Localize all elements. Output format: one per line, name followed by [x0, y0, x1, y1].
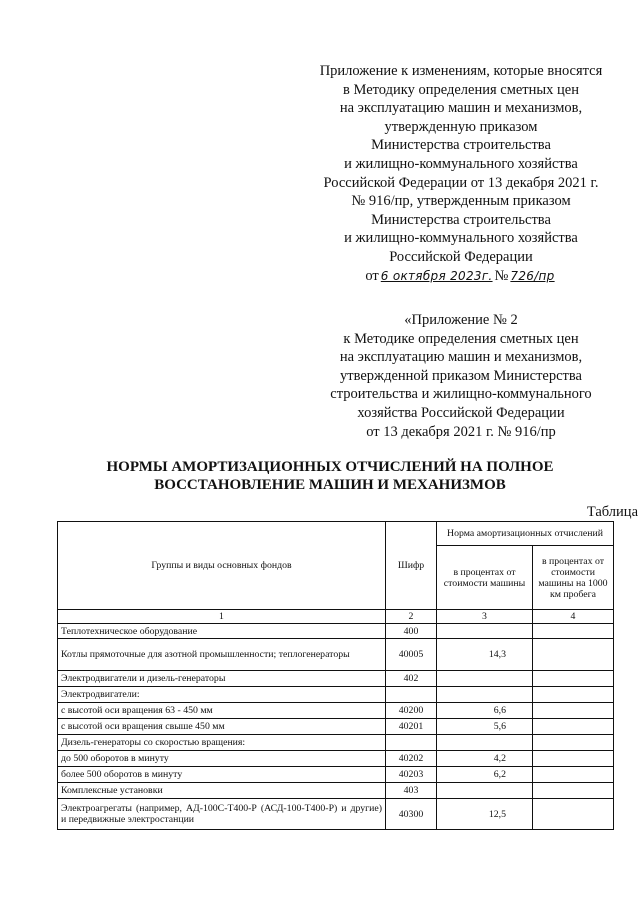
row-percent-per-1000km	[533, 671, 614, 687]
row-percent-cost	[437, 624, 533, 639]
row-code: 403	[386, 783, 437, 799]
table-row	[58, 767, 614, 783]
appendix-note-line: Российской Федерации от 13 декабря 2021 г.	[323, 174, 599, 191]
column-number: 2	[386, 610, 437, 624]
row-percent-per-1000km	[533, 719, 614, 735]
document-title-line-2: ВОССТАНОВЛЕНИЕ МАШИН И МЕХАНИЗМОВ	[154, 477, 506, 493]
row-code: 400	[386, 624, 437, 639]
header-percent-per-1000km: в процентах от стоимости машины на 1000 км пробега	[533, 546, 614, 610]
table-row	[58, 799, 614, 830]
row-name: Теплотехническое оборудование	[58, 624, 386, 639]
table-label: Таблица	[586, 504, 638, 520]
row-name: Котлы прямоточные для азотной промышленности; теплогенераторы	[58, 639, 386, 671]
row-name: Электроагрегаты (например, АД-100С-Т400-Р (АСД-100-Т400-Р) и другие) и передвижные электростанции	[58, 799, 386, 830]
row-name: с высотой оси вращения свыше 450 мм	[58, 719, 386, 735]
document-title	[60, 458, 600, 494]
appendix-2-line: «Приложение № 2	[404, 312, 518, 328]
appendix-note-line: утвержденную приказом	[384, 118, 538, 135]
row-name: Электродвигатели и дизель-генераторы	[58, 671, 386, 687]
row-code: 40201	[386, 719, 437, 735]
row-percent-cost: 14,3	[437, 639, 533, 671]
row-percent-per-1000km	[533, 703, 614, 719]
row-code: 402	[386, 671, 437, 687]
appendix-2-header	[300, 311, 622, 441]
row-percent-cost: 12,5	[437, 799, 533, 830]
table-row	[58, 735, 614, 751]
header-groups: Группы и виды основных фондов	[58, 522, 386, 610]
appendix-note-line: на эксплуатацию машин и механизмов,	[339, 100, 583, 117]
row-name: с высотой оси вращения 63 - 450 мм	[58, 703, 386, 719]
row-percent-cost	[437, 687, 533, 703]
row-percent-per-1000km	[533, 687, 614, 703]
depreciation-norms-table	[57, 521, 614, 830]
appendix-2-line: хозяйства Российской Федерации	[357, 404, 565, 421]
document-title-line-1: НОРМЫ АМОРТИЗАЦИОННЫХ ОТЧИСЛЕНИЙ НА ПОЛНОЕ	[106, 459, 554, 475]
row-code	[386, 687, 437, 703]
table-row	[58, 639, 614, 671]
row-percent-per-1000km	[533, 783, 614, 799]
row-name: Комплексные установки	[58, 783, 386, 799]
appendix-note	[300, 62, 622, 285]
row-code: 40200	[386, 703, 437, 719]
row-percent-per-1000km	[533, 624, 614, 639]
appendix-note-line: № 916/пр, утвержденным приказом	[351, 193, 571, 210]
row-percent-per-1000km	[533, 639, 614, 671]
row-percent-per-1000km	[533, 799, 614, 830]
row-percent-cost	[437, 671, 533, 687]
row-code	[386, 735, 437, 751]
appendix-2-line: к Методике определения сметных цен	[343, 330, 579, 347]
column-number: 4	[533, 610, 614, 624]
appendix-note-line: Министерства строительства	[371, 137, 551, 154]
header-percent-cost: в процентах от стоимости машины	[437, 546, 533, 610]
order-date-handwritten: 6 октября 2023г.	[380, 268, 493, 283]
row-percent-per-1000km	[533, 751, 614, 767]
table-row	[58, 719, 614, 735]
header-norm: Норма амортизационных отчислений	[437, 522, 614, 546]
table-row	[58, 703, 614, 719]
row-percent-cost	[437, 735, 533, 751]
row-name: Электродвигатели:	[58, 687, 386, 703]
table-row	[58, 783, 614, 799]
table-row	[58, 671, 614, 687]
appendix-2-line: от 13 декабря 2021 г. № 916/пр	[366, 423, 556, 440]
order-number-sign: №	[494, 267, 509, 284]
appendix-2-line: утвержденной приказом Министерства	[340, 367, 582, 384]
column-number: 1	[58, 610, 386, 624]
table-row	[58, 751, 614, 767]
row-code: 40300	[386, 799, 437, 830]
row-percent-per-1000km	[533, 767, 614, 783]
row-name: более 500 оборотов в минуту	[58, 767, 386, 783]
row-percent-cost: 5,6	[437, 719, 533, 735]
appendix-note-line: и жилищно-коммунального хозяйства	[344, 155, 578, 172]
row-name: Дизель-генераторы со скоростью вращения:	[58, 735, 386, 751]
appendix-note-line: Российской Федерации	[389, 248, 533, 265]
appendix-note-line: Министерства строительства	[371, 211, 551, 228]
order-number-handwritten: 726/пр	[510, 268, 555, 283]
row-name: до 500 оборотов в минуту	[58, 751, 386, 767]
order-prefix: от	[365, 267, 379, 284]
row-percent-cost	[437, 783, 533, 799]
row-code: 40203	[386, 767, 437, 783]
table-row	[58, 624, 614, 639]
header-code: Шифр	[386, 522, 437, 610]
appendix-note-line: в Методику определения сметных цен	[343, 81, 579, 98]
row-code: 40005	[386, 639, 437, 671]
table-row	[58, 687, 614, 703]
order-reference	[300, 267, 622, 286]
appendix-2-line: на эксплуатацию машин и механизмов,	[339, 349, 583, 366]
row-percent-cost: 4,2	[437, 751, 533, 767]
appendix-note-line: Приложение к изменениям, которые вносятся	[319, 63, 603, 79]
row-percent-cost: 6,6	[437, 703, 533, 719]
appendix-note-line: и жилищно-коммунального хозяйства	[344, 230, 578, 247]
row-percent-per-1000km	[533, 735, 614, 751]
appendix-2-line: строительства и жилищно-коммунального	[330, 386, 592, 403]
row-percent-cost: 6,2	[437, 767, 533, 783]
column-number: 3	[437, 610, 533, 624]
row-code: 40202	[386, 751, 437, 767]
